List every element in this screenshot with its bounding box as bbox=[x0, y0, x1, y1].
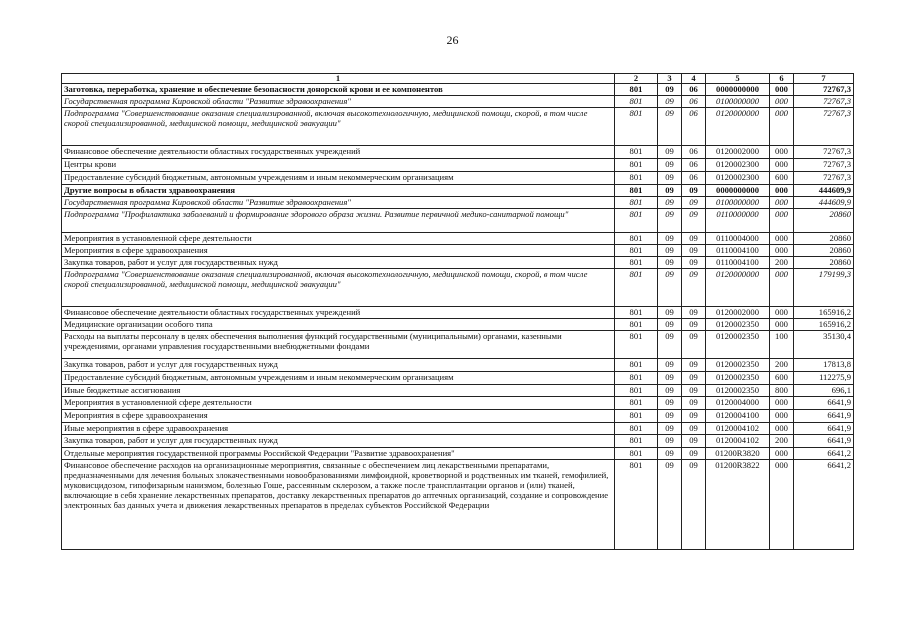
row-col-3: 09 bbox=[658, 84, 682, 96]
row-name: Финансовое обеспечение расходов на организационные мероприятия, связанные с обеспечением лиц лекарственными препаратами, предназначенными для лечения больных злокачественными новообразованиями лимфоидной, кроветворной и родственных им тканей, гемофилией, муковисцидозом, гипофизарным нанизмом, болезнью Гоше, рассеянным склерозом, а также после трансплантации органов и (или) тканей, включающие в себя хранение лекарственных препаратов, доставку лекарственных препаратов до аптечных организаций, создание и сопровождение электронных баз данных учета и движения лекарственных препаратов в пределах субъектов Российской Федерации bbox=[62, 460, 615, 550]
row-amount: 179199,3 bbox=[794, 269, 854, 307]
row-col-2: 801 bbox=[615, 359, 658, 372]
row-name: Предоставление субсидий бюджетным, автономным учреждениям и иным некоммерческим организациям bbox=[62, 372, 615, 385]
row-col-4: 09 bbox=[682, 185, 706, 197]
row-col-6: 000 bbox=[770, 146, 794, 159]
row-name: Мероприятия в сфере здравоохранения bbox=[62, 245, 615, 257]
row-col-4: 09 bbox=[682, 245, 706, 257]
row-col-2: 801 bbox=[615, 209, 658, 233]
row-name: Центры крови bbox=[62, 159, 615, 172]
header-col-4: 4 bbox=[682, 74, 706, 84]
row-col-6: 000 bbox=[770, 159, 794, 172]
table-row bbox=[62, 397, 854, 410]
row-name: Закупка товаров, работ и услуг для государственных нужд bbox=[62, 359, 615, 372]
table-row bbox=[62, 146, 854, 159]
row-col-4: 09 bbox=[682, 435, 706, 448]
row-amount: 6641,2 bbox=[794, 448, 854, 460]
row-name: Иные бюджетные ассигнования bbox=[62, 385, 615, 397]
table-row bbox=[62, 257, 854, 269]
row-col-2: 801 bbox=[615, 245, 658, 257]
table-row bbox=[62, 423, 854, 435]
row-col-2: 801 bbox=[615, 372, 658, 385]
row-col-5: 0120004000 bbox=[706, 397, 770, 410]
row-name: Иные мероприятия в сфере здравоохранения bbox=[62, 423, 615, 435]
row-col-3: 09 bbox=[658, 269, 682, 307]
row-col-3: 09 bbox=[658, 245, 682, 257]
table-row bbox=[62, 233, 854, 245]
row-col-2: 801 bbox=[615, 397, 658, 410]
row-col-2: 801 bbox=[615, 185, 658, 197]
row-col-6: 200 bbox=[770, 359, 794, 372]
row-col-4: 09 bbox=[682, 397, 706, 410]
row-name: Мероприятия в сфере здравоохранения bbox=[62, 410, 615, 423]
row-col-5: 0120002350 bbox=[706, 331, 770, 359]
row-amount: 72767,3 bbox=[794, 84, 854, 96]
row-name: Отдельные мероприятия государственной программы Российской Федерации "Развитие здравоохранения" bbox=[62, 448, 615, 460]
row-col-2: 801 bbox=[615, 269, 658, 307]
row-name: Финансовое обеспечение деятельности областных государственных учреждений bbox=[62, 307, 615, 319]
table-row bbox=[62, 209, 854, 233]
row-col-5: 0100000000 bbox=[706, 96, 770, 108]
row-col-3: 09 bbox=[658, 460, 682, 550]
table-row bbox=[62, 108, 854, 146]
row-name: Заготовка, переработка, хранение и обеспечение безопасности донорской крови и ее компонентов bbox=[62, 84, 615, 96]
row-name: Мероприятия в установленной сфере деятельности bbox=[62, 233, 615, 245]
row-col-2: 801 bbox=[615, 307, 658, 319]
row-col-4: 09 bbox=[682, 460, 706, 550]
row-col-3: 09 bbox=[658, 307, 682, 319]
header-col-7: 7 bbox=[794, 74, 854, 84]
row-name: Закупка товаров, работ и услуг для государственных нужд bbox=[62, 435, 615, 448]
row-col-4: 06 bbox=[682, 108, 706, 146]
row-name: Подпрограмма "Совершенствование оказания специализированной, включая высокотехнологичную, медицинской помощи, скорой, в том числе скорой специализированной, медицинской помощи, медицинской эвакуации" bbox=[62, 108, 615, 146]
row-col-5: 01200R3822 bbox=[706, 460, 770, 550]
table-row bbox=[62, 319, 854, 331]
row-col-5: 0120000000 bbox=[706, 108, 770, 146]
row-col-2: 801 bbox=[615, 96, 658, 108]
row-amount: 20860 bbox=[794, 233, 854, 245]
row-amount: 165916,2 bbox=[794, 319, 854, 331]
row-name: Другие вопросы в области здравоохранения bbox=[62, 185, 615, 197]
row-amount: 20860 bbox=[794, 209, 854, 233]
row-name: Подпрограмма "Совершенствование оказания специализированной, включая высокотехнологичную, медицинской помощи, скорой, в том числе скорой специализированной, медицинской помощи, медицинской эвакуации" bbox=[62, 269, 615, 307]
row-col-3: 09 bbox=[658, 257, 682, 269]
table-row bbox=[62, 359, 854, 372]
row-col-6: 000 bbox=[770, 423, 794, 435]
row-col-6: 000 bbox=[770, 397, 794, 410]
row-col-4: 09 bbox=[682, 410, 706, 423]
header-col-2: 2 bbox=[615, 74, 658, 84]
row-col-3: 09 bbox=[658, 108, 682, 146]
row-col-3: 09 bbox=[658, 159, 682, 172]
row-col-5: 0120002000 bbox=[706, 307, 770, 319]
row-amount: 72767,3 bbox=[794, 96, 854, 108]
table-row bbox=[62, 172, 854, 185]
row-col-2: 801 bbox=[615, 385, 658, 397]
row-amount: 6641,9 bbox=[794, 397, 854, 410]
row-col-6: 000 bbox=[770, 245, 794, 257]
row-amount: 72767,3 bbox=[794, 172, 854, 185]
row-col-5: 0120002350 bbox=[706, 359, 770, 372]
row-col-2: 801 bbox=[615, 460, 658, 550]
row-col-5: 0110004100 bbox=[706, 245, 770, 257]
row-col-6: 200 bbox=[770, 257, 794, 269]
row-col-5: 0120002300 bbox=[706, 172, 770, 185]
row-col-4: 09 bbox=[682, 372, 706, 385]
row-amount: 165916,2 bbox=[794, 307, 854, 319]
row-col-4: 09 bbox=[682, 319, 706, 331]
table-row bbox=[62, 269, 854, 307]
row-col-2: 801 bbox=[615, 84, 658, 96]
row-amount: 72767,3 bbox=[794, 108, 854, 146]
row-amount: 20860 bbox=[794, 257, 854, 269]
row-amount: 444609,9 bbox=[794, 197, 854, 209]
row-col-3: 09 bbox=[658, 435, 682, 448]
table-row bbox=[62, 331, 854, 359]
row-col-3: 09 bbox=[658, 410, 682, 423]
row-amount: 20860 bbox=[794, 245, 854, 257]
row-col-4: 09 bbox=[682, 257, 706, 269]
header-col-6: 6 bbox=[770, 74, 794, 84]
row-amount: 17813,8 bbox=[794, 359, 854, 372]
row-amount: 696,1 bbox=[794, 385, 854, 397]
row-col-2: 801 bbox=[615, 159, 658, 172]
row-col-4: 06 bbox=[682, 172, 706, 185]
row-col-6: 000 bbox=[770, 233, 794, 245]
table-row bbox=[62, 460, 854, 550]
row-amount: 6641,9 bbox=[794, 423, 854, 435]
table-row bbox=[62, 448, 854, 460]
table-body bbox=[62, 84, 854, 550]
row-amount: 35130,4 bbox=[794, 331, 854, 359]
row-col-4: 09 bbox=[682, 233, 706, 245]
table-row bbox=[62, 385, 854, 397]
row-name: Государственная программа Кировской области "Развитие здравоохранения" bbox=[62, 197, 615, 209]
page-number: 26 bbox=[446, 33, 459, 47]
row-col-6: 000 bbox=[770, 108, 794, 146]
table-row bbox=[62, 185, 854, 197]
row-col-6: 000 bbox=[770, 96, 794, 108]
table-row bbox=[62, 245, 854, 257]
row-name: Закупка товаров, работ и услуг для государственных нужд bbox=[62, 257, 615, 269]
table-row bbox=[62, 159, 854, 172]
table-row bbox=[62, 84, 854, 96]
row-col-4: 09 bbox=[682, 269, 706, 307]
row-col-6: 600 bbox=[770, 372, 794, 385]
row-col-2: 801 bbox=[615, 423, 658, 435]
row-amount: 72767,3 bbox=[794, 159, 854, 172]
row-col-6: 000 bbox=[770, 319, 794, 331]
row-col-5: 0120002350 bbox=[706, 372, 770, 385]
row-col-2: 801 bbox=[615, 233, 658, 245]
row-col-4: 09 bbox=[682, 423, 706, 435]
header-col-1: 1 bbox=[62, 74, 615, 84]
row-col-2: 801 bbox=[615, 319, 658, 331]
row-col-5: 0120002350 bbox=[706, 319, 770, 331]
row-col-6: 000 bbox=[770, 84, 794, 96]
row-col-6: 000 bbox=[770, 185, 794, 197]
row-col-5: 0120002300 bbox=[706, 159, 770, 172]
row-col-5: 0100000000 bbox=[706, 197, 770, 209]
row-col-3: 09 bbox=[658, 385, 682, 397]
row-col-4: 09 bbox=[682, 385, 706, 397]
row-amount: 6641,9 bbox=[794, 435, 854, 448]
row-col-5: 01200R3820 bbox=[706, 448, 770, 460]
row-col-5: 0120002000 bbox=[706, 146, 770, 159]
row-col-3: 09 bbox=[658, 172, 682, 185]
table-row bbox=[62, 410, 854, 423]
row-col-6: 200 bbox=[770, 435, 794, 448]
row-col-6: 000 bbox=[770, 410, 794, 423]
row-col-3: 09 bbox=[658, 197, 682, 209]
row-col-5: 0120004102 bbox=[706, 423, 770, 435]
table-row bbox=[62, 435, 854, 448]
row-col-2: 801 bbox=[615, 197, 658, 209]
row-col-4: 09 bbox=[682, 448, 706, 460]
row-col-3: 09 bbox=[658, 359, 682, 372]
row-col-5: 0110004000 bbox=[706, 233, 770, 245]
row-col-5: 0120004100 bbox=[706, 410, 770, 423]
row-col-6: 000 bbox=[770, 460, 794, 550]
row-col-3: 09 bbox=[658, 331, 682, 359]
row-amount: 112275,9 bbox=[794, 372, 854, 385]
row-col-3: 09 bbox=[658, 448, 682, 460]
row-col-6: 000 bbox=[770, 448, 794, 460]
row-col-6: 000 bbox=[770, 209, 794, 233]
row-amount: 72767,3 bbox=[794, 146, 854, 159]
row-amount: 6641,9 bbox=[794, 410, 854, 423]
row-col-2: 801 bbox=[615, 331, 658, 359]
row-col-5: 0000000000 bbox=[706, 84, 770, 96]
row-name: Финансовое обеспечение деятельности областных государственных учреждений bbox=[62, 146, 615, 159]
row-col-4: 09 bbox=[682, 331, 706, 359]
row-col-3: 09 bbox=[658, 233, 682, 245]
header-col-5: 5 bbox=[706, 74, 770, 84]
table-row bbox=[62, 307, 854, 319]
row-col-4: 06 bbox=[682, 84, 706, 96]
row-name: Подпрограмма "Профилактика заболеваний и формирование здорового образа жизни. Развитие первичной медико-санитарной помощи" bbox=[62, 209, 615, 233]
row-col-6: 000 bbox=[770, 197, 794, 209]
row-col-4: 09 bbox=[682, 307, 706, 319]
row-col-4: 09 bbox=[682, 359, 706, 372]
row-col-4: 09 bbox=[682, 197, 706, 209]
row-col-5: 0110004100 bbox=[706, 257, 770, 269]
row-name: Медицинские организации особого типа bbox=[62, 319, 615, 331]
row-col-2: 801 bbox=[615, 435, 658, 448]
row-col-3: 09 bbox=[658, 372, 682, 385]
row-col-2: 801 bbox=[615, 448, 658, 460]
row-col-5: 0120000000 bbox=[706, 269, 770, 307]
row-col-4: 09 bbox=[682, 209, 706, 233]
row-col-3: 09 bbox=[658, 146, 682, 159]
row-amount: 6641,2 bbox=[794, 460, 854, 550]
row-col-6: 000 bbox=[770, 269, 794, 307]
row-name: Мероприятия в установленной сфере деятельности bbox=[62, 397, 615, 410]
row-col-2: 801 bbox=[615, 257, 658, 269]
table-row bbox=[62, 197, 854, 209]
row-col-4: 06 bbox=[682, 159, 706, 172]
row-col-6: 600 bbox=[770, 172, 794, 185]
row-col-3: 09 bbox=[658, 185, 682, 197]
row-name: Расходы на выплаты персоналу в целях обеспечения выполнения функций государственными (муниципальными) органами, казенными учреждениями, органами управления государственными внебюджетными фондами bbox=[62, 331, 615, 359]
budget-table bbox=[61, 73, 854, 550]
row-col-3: 09 bbox=[658, 209, 682, 233]
header-col-3: 3 bbox=[658, 74, 682, 84]
row-col-3: 09 bbox=[658, 96, 682, 108]
table-row bbox=[62, 96, 854, 108]
row-col-3: 09 bbox=[658, 319, 682, 331]
row-amount: 444609,9 bbox=[794, 185, 854, 197]
row-col-2: 801 bbox=[615, 146, 658, 159]
row-name: Предоставление субсидий бюджетным, автономным учреждениям и иным некоммерческим организациям bbox=[62, 172, 615, 185]
row-col-6: 800 bbox=[770, 385, 794, 397]
row-col-5: 0120002350 bbox=[706, 385, 770, 397]
row-col-3: 09 bbox=[658, 423, 682, 435]
row-col-6: 100 bbox=[770, 331, 794, 359]
row-col-4: 06 bbox=[682, 96, 706, 108]
row-col-5: 0000000000 bbox=[706, 185, 770, 197]
row-col-2: 801 bbox=[615, 108, 658, 146]
row-col-2: 801 bbox=[615, 410, 658, 423]
row-col-5: 0120004102 bbox=[706, 435, 770, 448]
row-col-4: 06 bbox=[682, 146, 706, 159]
row-col-3: 09 bbox=[658, 397, 682, 410]
table-row bbox=[62, 372, 854, 385]
table-header-row bbox=[62, 74, 854, 84]
row-name: Государственная программа Кировской области "Развитие здравоохранения" bbox=[62, 96, 615, 108]
row-col-6: 000 bbox=[770, 307, 794, 319]
row-col-5: 0110000000 bbox=[706, 209, 770, 233]
row-col-2: 801 bbox=[615, 172, 658, 185]
